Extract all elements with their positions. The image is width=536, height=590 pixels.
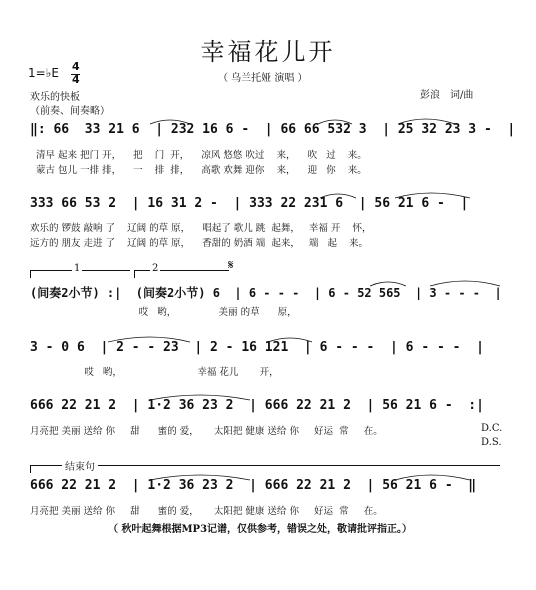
- score-row-5: 666 22 21 2 | 1·2 36 23 2 | 666 22 21 2 | 56 21 6 - :|: [30, 398, 484, 413]
- lyrics-row-1-verse-1: 清早 起来 把门 开， 把 门 开， 凉风 悠悠 吹过 来， 吹 过 来。: [30, 150, 367, 161]
- footnote: （ 秋叶起舞根据MP3记谱，仅供参考，错误之处，敬请批评指正。）: [108, 524, 413, 535]
- score-row-1: ‖: 66 33 21 6 | 232 16 6 - | 66 66 532 3 | 25 32 23 3 - |: [30, 122, 516, 137]
- dal-segno-mark: D.S.: [481, 437, 502, 448]
- lyrics-row-4: 哎 哟， 幸福 花儿 开，: [30, 367, 279, 378]
- lyrics-row-1-verse-2: 蒙古 包儿 一排 排， 一 排 排， 高歌 欢舞 迎你 来， 迎 你 来。: [30, 165, 367, 176]
- score-row-6: 666 22 21 2 | 1·2 36 23 2 | 666 22 21 2 | 56 21 6 - ‖: [30, 478, 477, 493]
- lyrics-row-2-verse-2: 远方的 朋友 走进 了 辽阔 的草 原， 香甜的 奶酒 端 起来， 端 起 来。: [30, 238, 369, 249]
- volta-2-label: 2: [152, 263, 159, 274]
- song-title: 幸福花儿开: [200, 38, 336, 66]
- singer-credit: （ 乌兰托娅 演唱 ）: [218, 73, 308, 84]
- lyrics-row-3: 哎 哟， 美丽 的草 原，: [30, 307, 297, 318]
- key-signature: 1=♭E: [28, 66, 59, 80]
- lyrics-row-5: 月亮把 美丽 送给 你 甜 蜜的 爱， 太阳把 健康 送给 你 好运 常 在。: [30, 426, 383, 437]
- score-row-4: 3 - 0 6 | 2 - - 23 | 2 - 16 121 | 6 - - - | 6 - - - |: [30, 340, 484, 355]
- score-row-2: 333 66 53 2 | 16 31 2 - | 333 22 231 6 | 56 21 6 - |: [30, 196, 469, 211]
- time-signature-bottom: 4: [72, 73, 80, 86]
- lyrics-row-6: 月亮把 美丽 送给 你 甜 蜜的 爱， 太阳把 健康 送给 你 好运 常 在。: [30, 506, 383, 517]
- ending-label: 结束句: [62, 458, 98, 473]
- prelude-note: （前奏、间奏略）: [30, 106, 110, 117]
- time-signature-top: 4: [72, 60, 80, 73]
- composer-credit: 彭浪 词/曲: [420, 90, 474, 101]
- score-row-3: (间奏2小节) :| (间奏2小节) 6 | 6 - - - | 6 - 52 565 | 3 - - - |: [30, 286, 502, 300]
- tempo-marking: 欢乐的快板: [30, 92, 80, 103]
- lyrics-row-2-verse-1: 欢乐的 锣鼓 敲响 了 辽阔 的草 原， 唱起了 歌儿 跳 起舞， 幸福 开 怀，: [30, 223, 372, 234]
- segno-sign: 𝄋: [228, 258, 234, 273]
- volta-1-label: 1: [74, 263, 81, 274]
- da-capo-mark: D.C.: [481, 423, 503, 434]
